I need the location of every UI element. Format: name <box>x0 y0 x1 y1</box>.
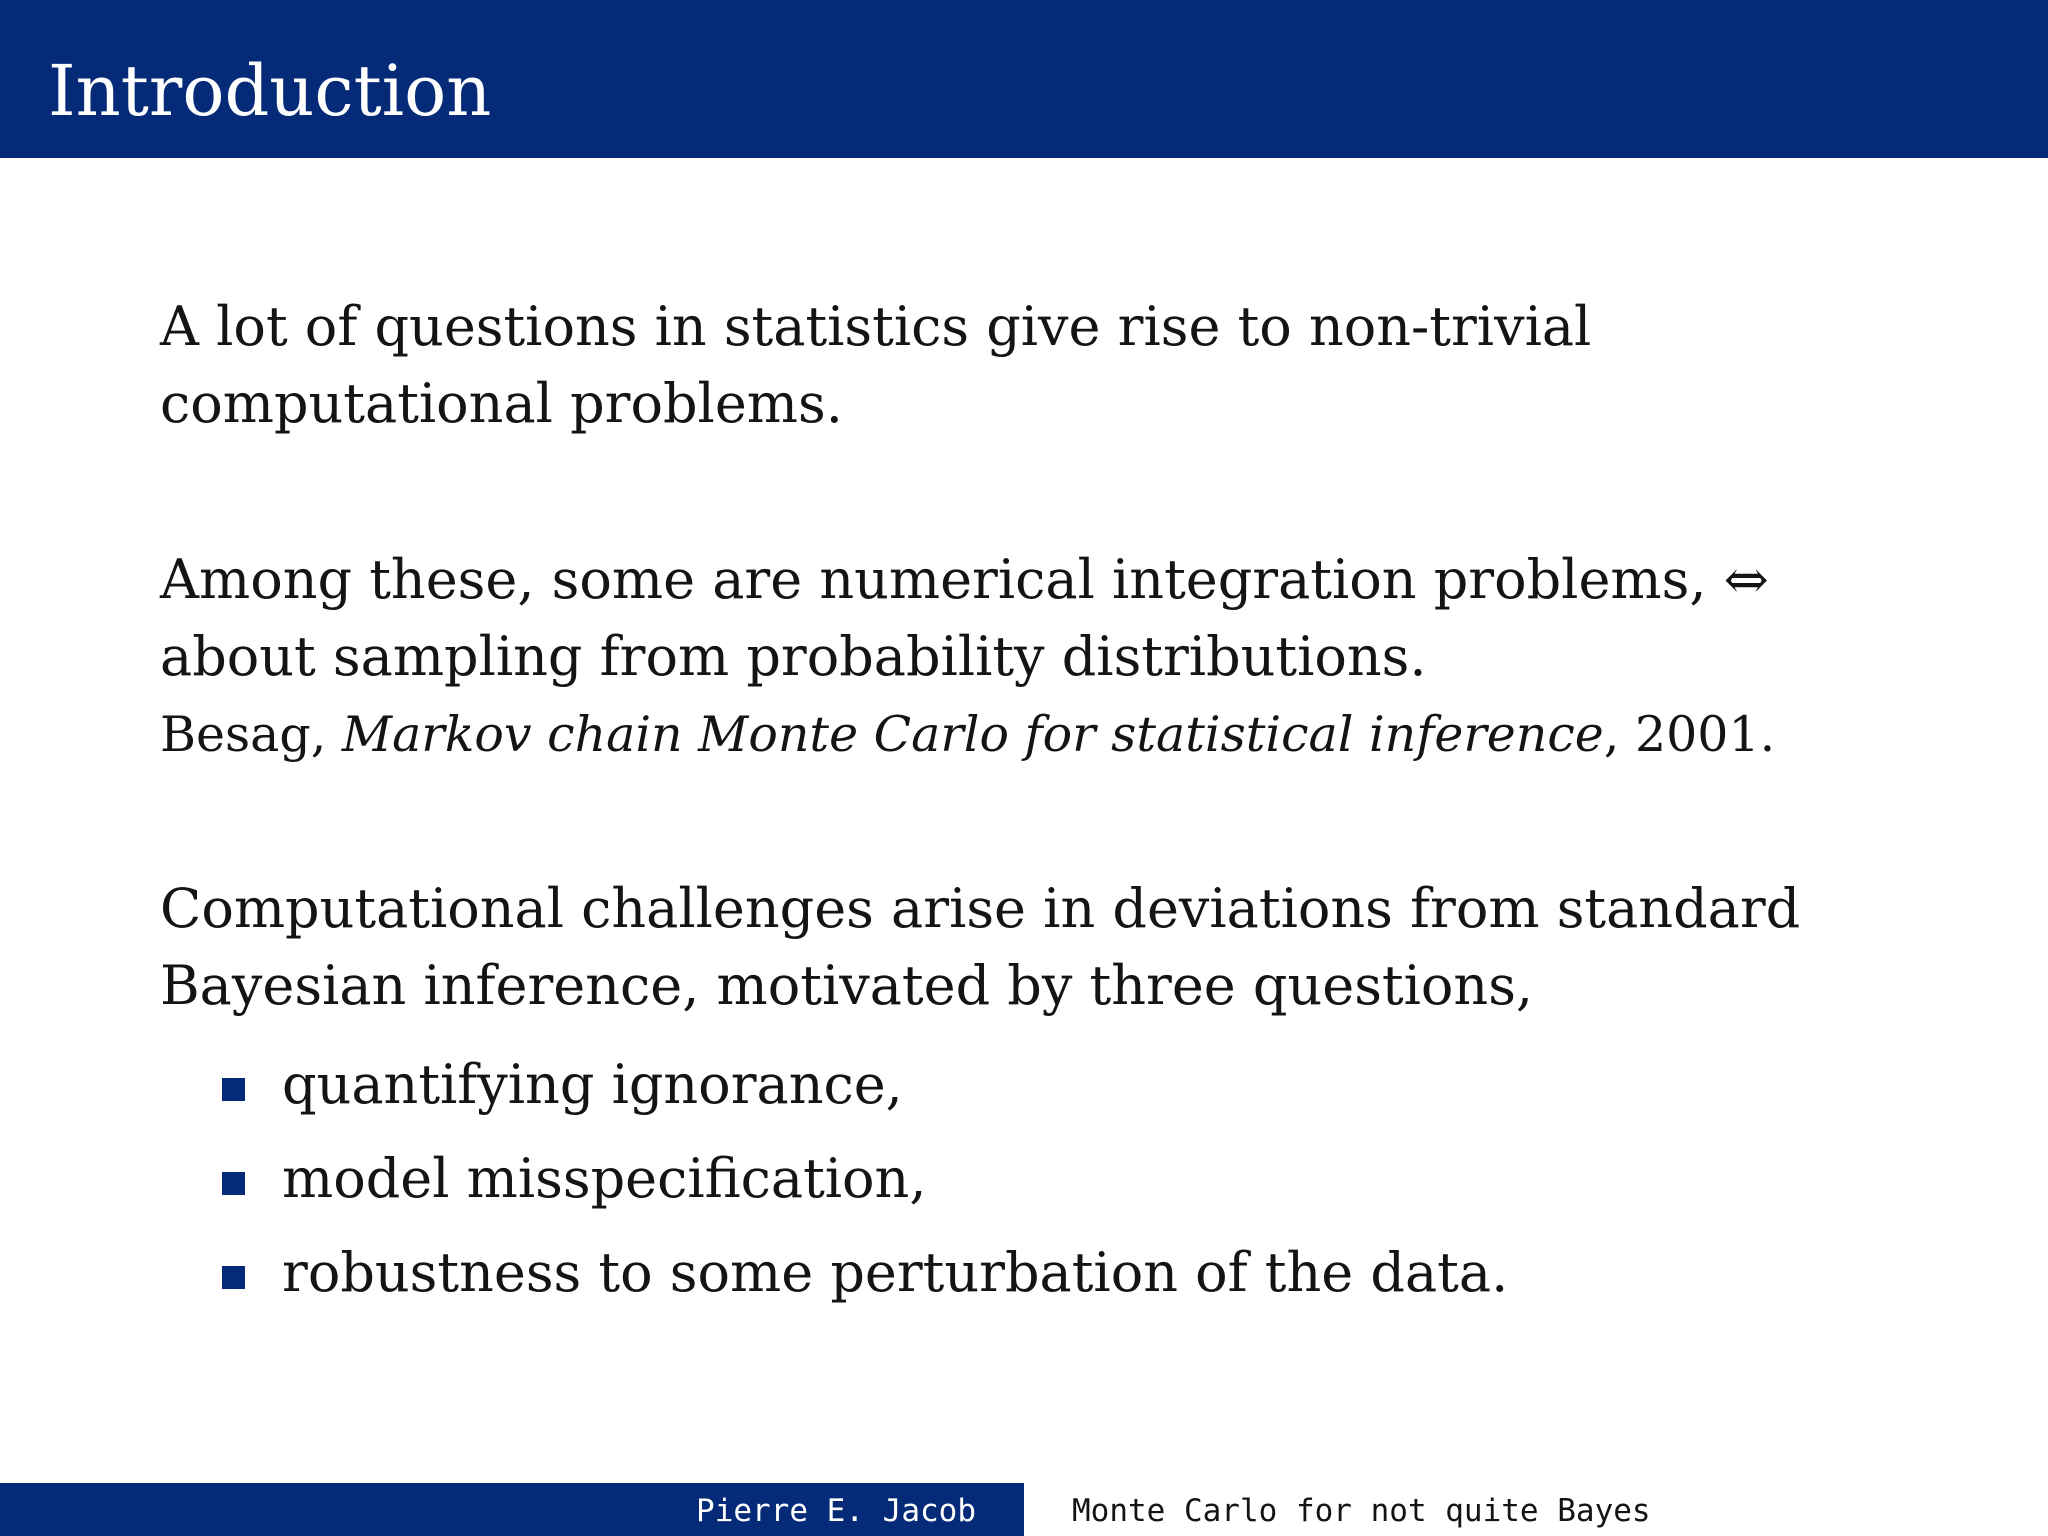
bullet-text: quantifying ignorance, <box>282 1052 903 1116</box>
citation-year: , 2001. <box>1603 706 1776 763</box>
footer-author: Pierre E. Jacob <box>696 1493 976 1529</box>
bullet-text: model misspecification, <box>282 1146 927 1210</box>
bullet-item <box>222 1131 1508 1225</box>
paragraph-computational-challenges <box>160 870 1800 1024</box>
paragraph-line: A lot of questions in statistics give rise to non-trivial <box>160 295 1592 358</box>
citation <box>160 700 1775 770</box>
footer <box>0 1483 2048 1536</box>
citation-author: Besag, <box>160 706 327 763</box>
square-bullet-icon <box>222 1078 245 1101</box>
paragraph-line: Computational challenges arise in deviations from standard <box>160 877 1801 940</box>
bullet-list <box>222 1037 1508 1319</box>
slide-title: Introduction <box>48 50 492 132</box>
bullet-item <box>222 1037 1508 1131</box>
bullet-text: robustness to some perturbation of the data. <box>282 1240 1509 1304</box>
square-bullet-icon <box>222 1266 245 1289</box>
square-bullet-icon <box>222 1172 245 1195</box>
paragraph-computational-problems <box>160 288 1591 442</box>
footer-title-panel <box>1024 1483 2048 1536</box>
paragraph-line: Among these, some are numerical integration problems, ⇔ <box>160 548 1769 611</box>
title-bar <box>0 0 2048 158</box>
paragraph-line: Bayesian inference, motivated by three questions, <box>160 954 1534 1017</box>
paragraph-numerical-integration <box>160 541 1769 695</box>
footer-talk-title: Monte Carlo for not quite Bayes <box>1072 1493 1651 1529</box>
paragraph-line: about sampling from probability distributions. <box>160 625 1427 688</box>
footer-author-panel <box>0 1483 1024 1536</box>
citation-work: Markov chain Monte Carlo for statistical inference <box>341 706 1604 763</box>
paragraph-line: computational problems. <box>160 372 843 435</box>
bullet-item <box>222 1225 1508 1319</box>
